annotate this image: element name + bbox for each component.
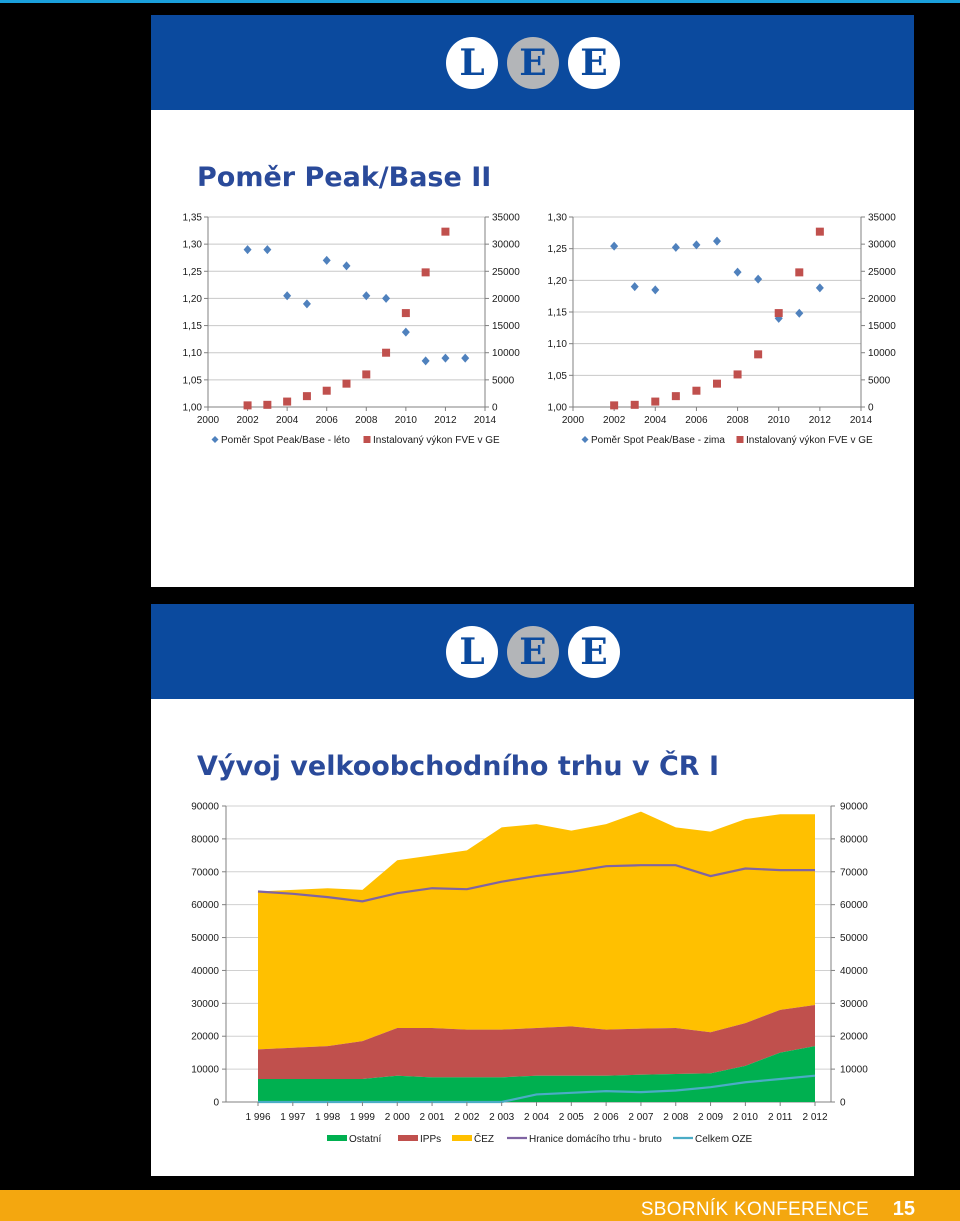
logo-letter-l: L: [446, 37, 498, 89]
lee-logo: [446, 37, 621, 89]
y-tick-label-right: 5000: [492, 375, 515, 387]
y-tick-label-right: 20000: [492, 293, 520, 305]
diamond-point: [816, 283, 824, 292]
y-tick-label-right: 15000: [868, 321, 896, 333]
y-tick-label-right: 10000: [840, 1064, 868, 1076]
x-tick-label: 2004: [276, 415, 299, 426]
x-tick-label: 2006: [685, 415, 708, 426]
y-tick-label-left: 1,25: [547, 244, 567, 256]
y-tick-label-right: 25000: [492, 266, 520, 278]
square-point: [244, 401, 252, 409]
legend-label: ČEZ: [474, 1134, 494, 1145]
x-tick-label: 2002: [236, 415, 259, 426]
y-tick-label-left: 20000: [191, 1031, 219, 1043]
slide-peak-base: [151, 15, 914, 587]
square-point: [713, 380, 721, 388]
square-point: [362, 370, 370, 378]
x-tick-label: 2014: [849, 415, 873, 426]
y-tick-label-left: 1,05: [182, 375, 202, 387]
legend-label: Poměr Spot Peak/Base - zima: [591, 435, 725, 446]
legend-label: IPPs: [420, 1134, 442, 1145]
x-tick-label: 2006: [315, 415, 338, 426]
square-point: [343, 380, 351, 388]
x-tick-label: 2 010: [732, 1112, 758, 1123]
logo-letter-e2: E: [568, 626, 620, 678]
y-tick-label-right: 90000: [840, 801, 868, 813]
y-tick-label-left: 1,20: [182, 293, 202, 305]
x-tick-label: 2008: [726, 415, 749, 426]
x-tick-label: 2000: [561, 415, 585, 426]
y-tick-label-left: 90000: [191, 801, 219, 813]
x-tick-label: 1 999: [349, 1112, 375, 1123]
square-point: [816, 228, 824, 236]
y-tick-label-left: 30000: [191, 998, 219, 1010]
y-tick-label-left: 1,15: [182, 321, 202, 333]
y-tick-label-right: 30000: [492, 239, 520, 251]
logo-letter-e1: E: [507, 626, 559, 678]
y-tick-label-left: 1,30: [182, 239, 202, 251]
y-tick-label-left: 0: [213, 1097, 219, 1109]
y-tick-label-right: 50000: [840, 933, 868, 945]
x-tick-label: 1 998: [315, 1112, 341, 1123]
x-tick-label: 2014: [473, 415, 497, 426]
square-point: [795, 268, 803, 276]
diamond-point: [734, 268, 742, 277]
x-tick-label: 2 012: [802, 1112, 828, 1123]
diamond-point: [303, 299, 311, 308]
x-tick-label: 2 005: [558, 1112, 584, 1123]
square-point: [692, 387, 700, 395]
y-tick-label-right: 35000: [492, 212, 520, 224]
y-tick-label-right: 0: [492, 402, 498, 414]
x-tick-label: 2010: [394, 415, 417, 426]
x-tick-label: 2010: [767, 415, 790, 426]
x-tick-label: 2 008: [663, 1112, 689, 1123]
diamond-point: [263, 245, 271, 254]
y-tick-label-left: 1,10: [547, 339, 567, 351]
y-tick-label-right: 5000: [868, 375, 891, 387]
y-tick-label-left: 1,35: [182, 212, 202, 224]
diamond-point: [382, 294, 390, 303]
slide-wholesale-market: [151, 604, 914, 1176]
y-tick-label-right: 25000: [868, 266, 896, 278]
diamond-point: [441, 354, 449, 363]
y-tick-label-left: 1,25: [182, 266, 202, 278]
chart-market-area: [181, 796, 891, 1151]
square-point: [672, 392, 680, 400]
diamond-point: [692, 240, 700, 249]
legend-label: Instalovaný výkon FVE v GE: [373, 435, 500, 446]
diamond-point: [713, 237, 721, 246]
x-tick-label: 2004: [644, 415, 667, 426]
y-tick-label-left: 80000: [191, 834, 219, 846]
square-point: [631, 401, 639, 409]
y-tick-label-right: 0: [868, 402, 874, 414]
legend-marker-diamond: [212, 436, 219, 443]
slide-title: Poměr Peak/Base II: [197, 162, 492, 193]
diamond-point: [422, 356, 430, 365]
y-tick-label-left: 1,00: [547, 402, 567, 414]
y-tick-label-right: 35000: [868, 212, 896, 224]
square-point: [775, 309, 783, 317]
square-point: [283, 398, 291, 406]
square-point: [303, 392, 311, 400]
page-footer: [0, 1190, 960, 1221]
legend-label: Celkem OZE: [695, 1134, 753, 1145]
legend-label: Hranice domácího trhu - bruto: [529, 1134, 662, 1145]
logo-letter-e1: E: [507, 37, 559, 89]
diamond-point: [244, 245, 252, 254]
legend-label: Instalovaný výkon FVE v GE: [746, 435, 873, 446]
legend-label: Poměr Spot Peak/Base - léto: [221, 435, 350, 446]
square-point: [263, 401, 271, 409]
x-tick-label: 2002: [603, 415, 626, 426]
diamond-point: [795, 309, 803, 318]
x-tick-label: 1 997: [280, 1112, 306, 1123]
x-tick-label: 2 003: [489, 1112, 515, 1123]
square-point: [651, 398, 659, 406]
x-tick-label: 2 006: [593, 1112, 619, 1123]
slide-header: [151, 15, 914, 110]
x-tick-label: 2 007: [628, 1112, 654, 1123]
diamond-point: [343, 261, 351, 270]
slide-header: [151, 604, 914, 699]
y-tick-label-left: 1,05: [547, 370, 567, 382]
square-point: [441, 228, 449, 236]
x-tick-label: 1 996: [245, 1112, 271, 1123]
x-tick-label: 2 004: [523, 1112, 550, 1123]
y-tick-label-left: 1,10: [182, 348, 202, 360]
square-point: [402, 309, 410, 317]
top-accent-line: [0, 0, 960, 3]
x-tick-label: 2 011: [768, 1112, 793, 1123]
y-tick-label-right: 40000: [840, 965, 868, 977]
y-tick-label-right: 70000: [840, 867, 868, 879]
legend-marker-square: [737, 436, 744, 443]
area-cez: [258, 812, 815, 1050]
y-tick-label-right: 10000: [868, 348, 896, 360]
legend-swatch: [327, 1135, 347, 1141]
square-point: [610, 401, 618, 409]
y-tick-label-left: 70000: [191, 867, 219, 879]
footer-title: SBORNÍK KONFERENCE: [640, 1199, 869, 1220]
slide-title: Vývoj velkoobchodního trhu v ČR I: [197, 751, 719, 782]
y-tick-label-right: 15000: [492, 321, 520, 333]
square-point: [422, 268, 430, 276]
y-tick-label-right: 30000: [840, 998, 868, 1010]
y-tick-label-left: 60000: [191, 900, 219, 912]
chart-summer-scatter: [171, 210, 519, 460]
y-tick-label-left: 10000: [191, 1064, 219, 1076]
x-tick-label: 2012: [808, 415, 831, 426]
y-tick-label-right: 20000: [868, 293, 896, 305]
x-tick-label: 2 002: [454, 1112, 480, 1123]
y-tick-label-left: 1,00: [182, 402, 202, 414]
x-tick-label: 2000: [196, 415, 220, 426]
x-tick-label: 2 000: [384, 1112, 410, 1123]
y-tick-label-left: 1,20: [547, 275, 567, 287]
y-tick-label-right: 30000: [868, 239, 896, 251]
y-tick-label-right: 20000: [840, 1031, 868, 1043]
chart-winter-scatter: [539, 210, 901, 460]
y-tick-label-right: 10000: [492, 348, 520, 360]
diamond-point: [754, 275, 762, 284]
diamond-point: [323, 256, 331, 265]
x-tick-label: 2008: [355, 415, 378, 426]
square-point: [754, 350, 762, 358]
diamond-point: [651, 285, 659, 294]
square-point: [323, 387, 331, 395]
diamond-point: [461, 354, 469, 363]
page-number: 15: [892, 1198, 915, 1220]
y-tick-label-left: 1,15: [547, 307, 567, 319]
logo-letter-l: L: [446, 626, 498, 678]
square-point: [382, 349, 390, 357]
diamond-point: [402, 328, 410, 337]
x-tick-label: 2 001: [419, 1112, 445, 1123]
y-tick-label-left: 40000: [191, 965, 219, 977]
legend-marker-square: [364, 436, 371, 443]
x-tick-label: 2012: [434, 415, 457, 426]
lee-logo: [446, 626, 621, 678]
y-tick-label-left: 50000: [191, 933, 219, 945]
y-tick-label-left: 1,30: [547, 212, 567, 224]
legend-swatch: [452, 1135, 472, 1141]
y-tick-label-right: 0: [840, 1097, 846, 1109]
x-tick-label: 2 009: [698, 1112, 724, 1123]
diamond-point: [610, 242, 618, 251]
diamond-point: [631, 282, 639, 291]
y-tick-label-right: 60000: [840, 900, 868, 912]
legend-swatch: [398, 1135, 418, 1141]
legend-label: Ostatní: [349, 1134, 382, 1145]
y-tick-label-right: 80000: [840, 834, 868, 846]
square-point: [734, 370, 742, 378]
logo-letter-e2: E: [568, 37, 620, 89]
legend-marker-diamond: [582, 436, 589, 443]
diamond-point: [672, 243, 680, 252]
